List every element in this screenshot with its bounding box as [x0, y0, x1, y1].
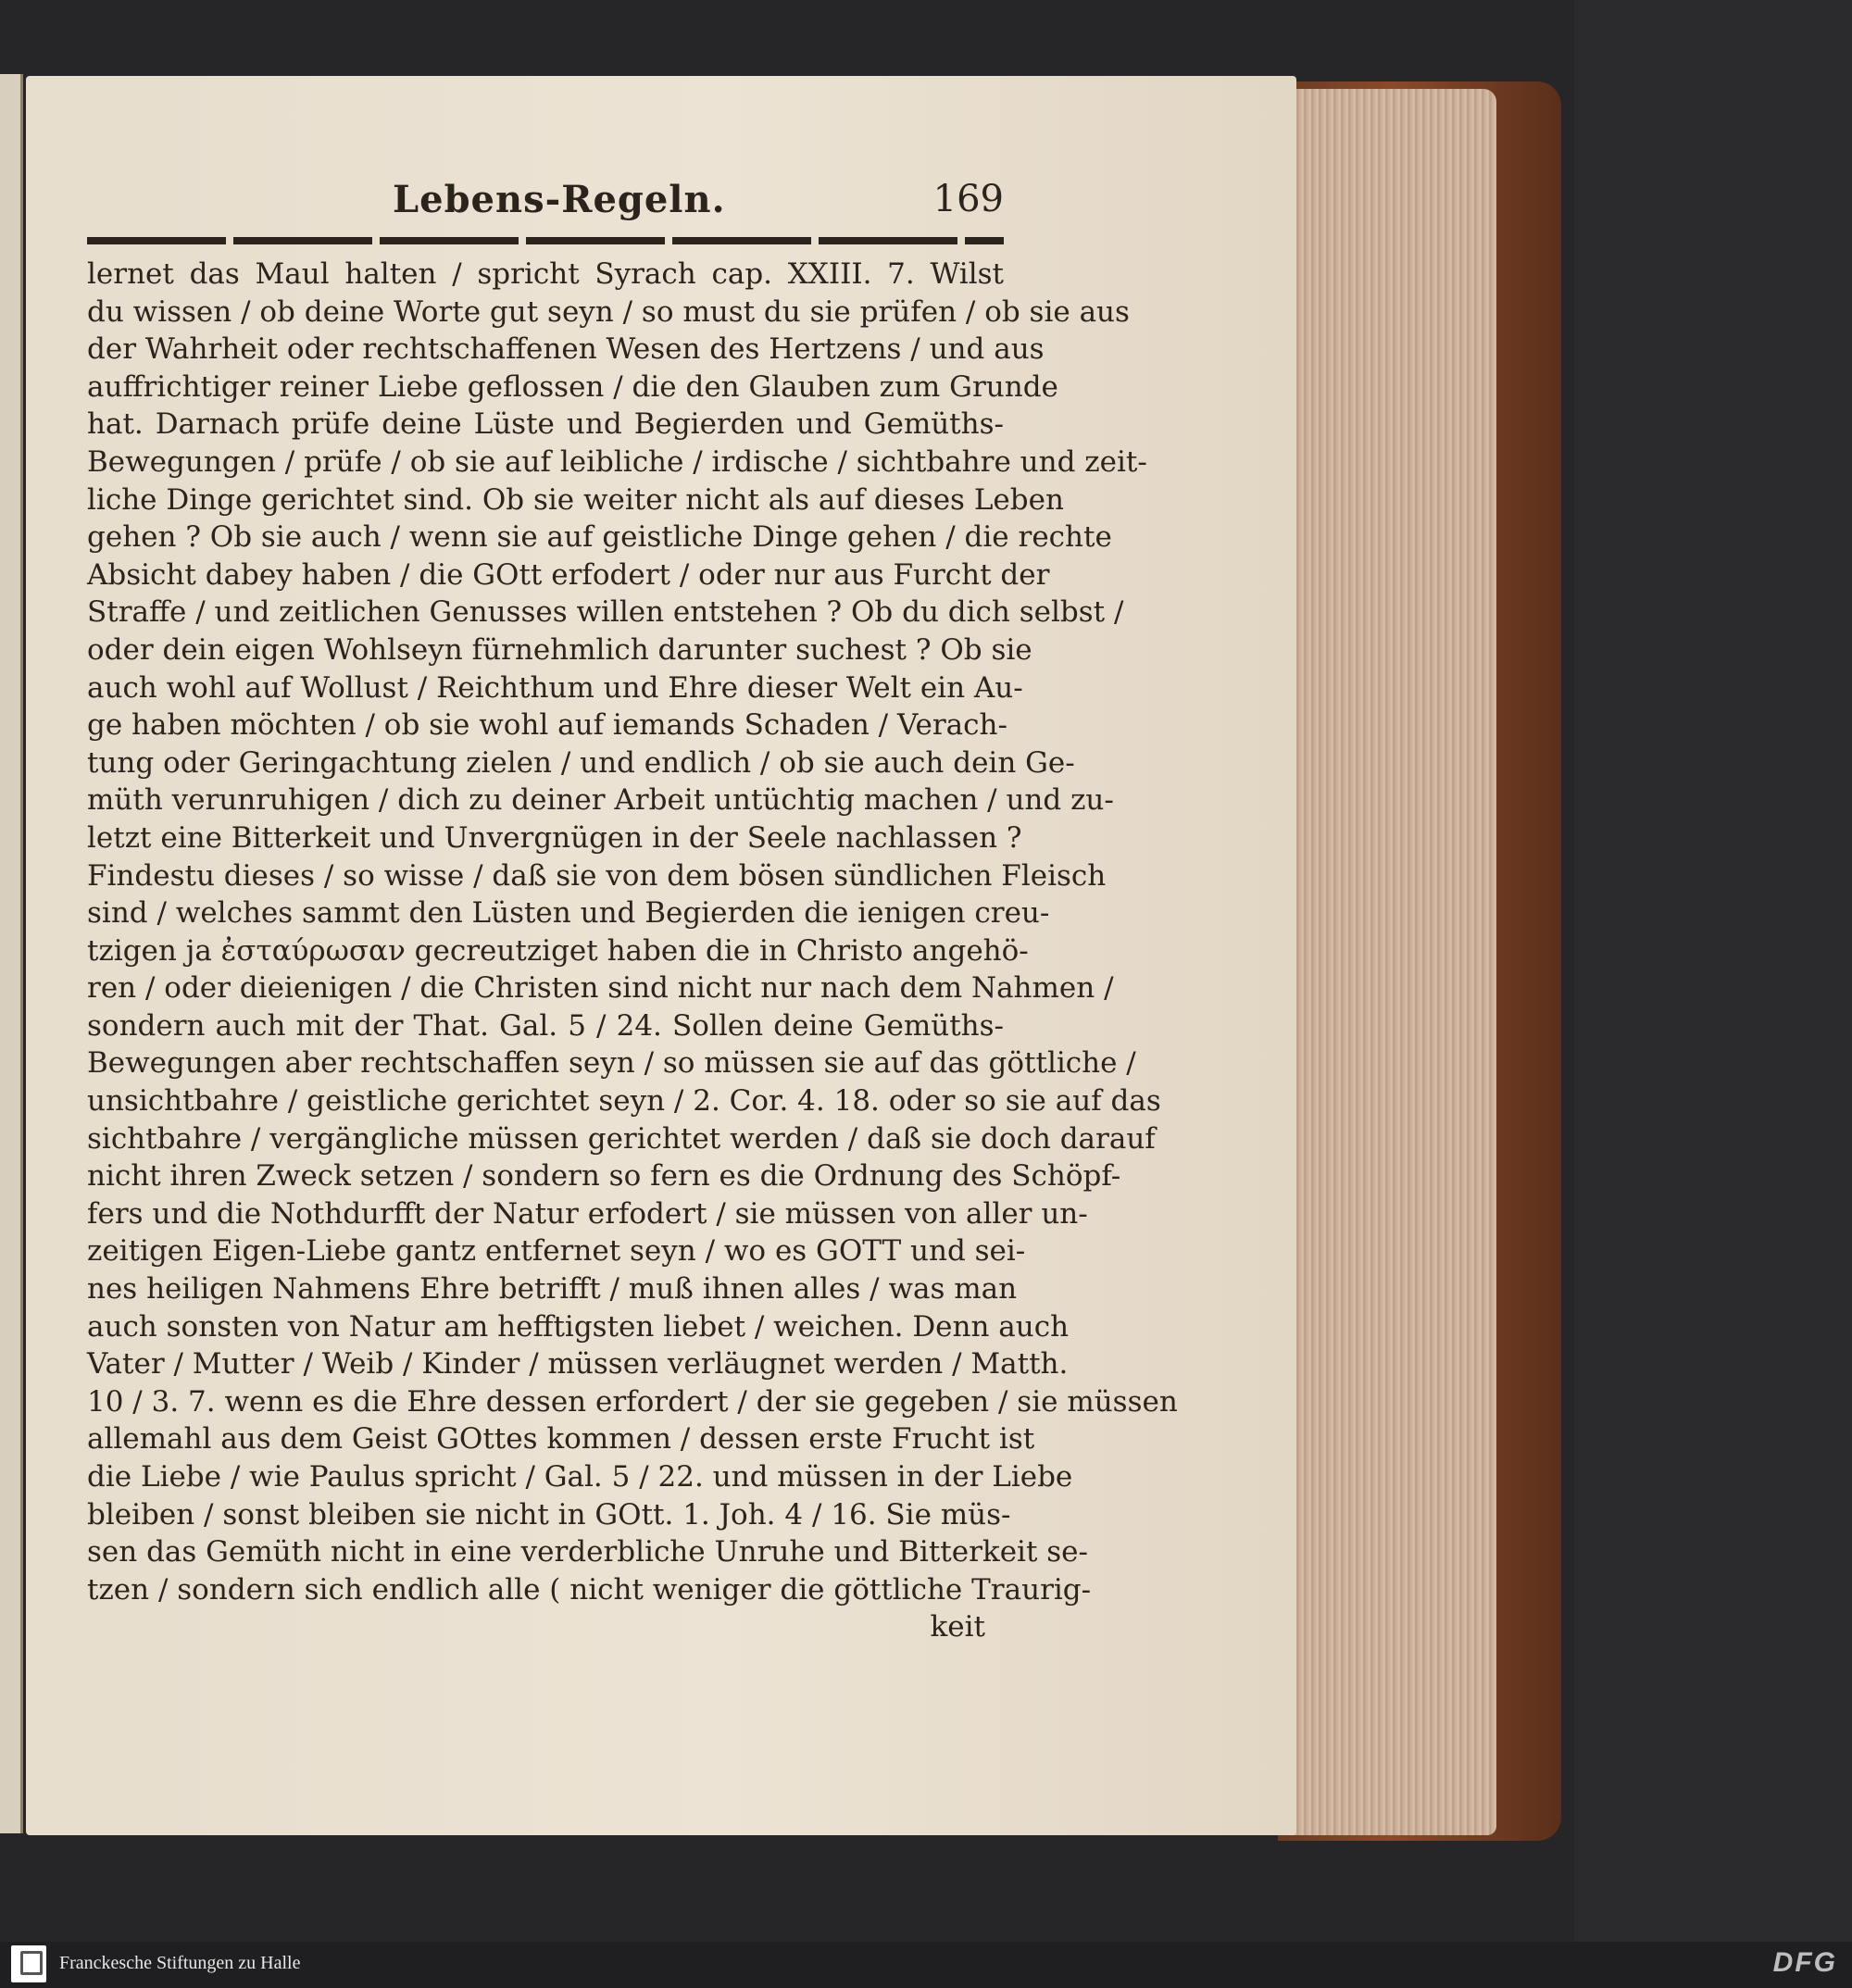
running-head	[87, 178, 1004, 237]
text-line: auffrichtiger reiner Liebe geflossen / die den Glauben zum Grunde	[87, 369, 1058, 404]
text-line: liche Dinge gerichtet sind. Ob sie weiter nicht als auf dieses Leben	[87, 482, 1064, 517]
text-line: tzen / sondern sich endlich alle ( nicht weniger die göttliche Traurig-	[87, 1572, 1092, 1607]
text-line: 10 / 3. 7. wenn es die Ehre dessen erfordert / der sie gegeben / sie müssen	[87, 1384, 1178, 1419]
header-rule	[87, 237, 1004, 244]
text-line: ge haben möchten / ob sie wohl auf iemands Schaden / Verach-	[87, 708, 1007, 743]
text-line: fers und die Nothdurfft der Natur erfodert / sie müssen von aller un-	[87, 1196, 1088, 1231]
text-line: Findestu dieses / so wisse / daß sie von dem bösen sündlichen Fleisch	[87, 858, 1107, 893]
text-line: sichtbahre / vergängliche müssen gerichtet werden / daß sie doch darauf	[87, 1121, 1156, 1156]
text-line: unsichtbahre / geistliche gerichtet seyn / 2. Cor. 4. 18. oder so sie auf das	[87, 1084, 1161, 1119]
text-line: Absicht dabey haben / die GOtt erfodert / oder nur aus Furcht der	[87, 557, 1050, 592]
text-line: tzigen ja ἐσταύρωσαν gecreutziget haben die in Christo angehö-	[87, 933, 1029, 968]
book-page	[26, 76, 1296, 1835]
running-title: Lebens-Regeln.	[393, 178, 726, 221]
text-line: sind / welches sammt den Lüsten und Begierden die ienigen creu-	[87, 896, 1050, 931]
text-line: auch wohl auf Wollust / Reichthum und Ehre dieser Welt ein Au-	[87, 670, 1023, 705]
text-line: du wissen / ob deine Worte gut seyn / so must du sie prüfen / ob sie aus	[87, 294, 1130, 329]
text-line: nicht ihren Zweck setzen / sondern so fern es die Ordnung des Schöpf-	[87, 1159, 1121, 1194]
text-line: letzt eine Bitterkeit und Unvergnügen in der Seele nachlassen ?	[87, 820, 1022, 855]
dfg-logo[interactable]: DFG	[1772, 1947, 1837, 1978]
text-line: allemahl aus dem Geist GOttes kommen / dessen erste Frucht ist	[87, 1422, 1035, 1457]
text-line: sondern auch mit der That. Gal. 5 / 24. Sollen deine Gemüths-	[87, 1008, 1004, 1043]
scanner-background	[1574, 0, 1852, 1942]
text-line: hat. Darnach prüfe deine Lüste und Begierden und Gemüths-	[87, 407, 1004, 442]
text-line: bleiben / sonst bleiben sie nicht in GOtt. 1. Joh. 4 / 16. Sie müs-	[87, 1497, 1011, 1532]
previous-page-edge	[0, 74, 23, 1833]
text-line: Straffe / und zeitlichen Genusses willen entstehen ? Ob du dich selbst /	[87, 595, 1124, 630]
text-line: der Wahrheit oder rechtschaffenen Wesen des Hertzens / und aus	[87, 332, 1045, 367]
franckesche-stiftungen-logo-icon[interactable]	[11, 1945, 46, 1982]
text-line: Bewegungen / prüfe / ob sie auf leibliche / irdische / sichtbahre und zeit-	[87, 444, 1147, 479]
text-line: müth verunruhigen / dich zu deiner Arbeit untüchtig machen / und zu-	[87, 783, 1114, 818]
viewer-footer	[0, 1942, 1852, 1988]
page-text-block	[87, 178, 1178, 1645]
text-line: die Liebe / wie Paulus spricht / Gal. 5 / 22. und müssen in der Liebe	[87, 1460, 1073, 1494]
catchword: keit	[930, 1610, 985, 1644]
page-fore-edge	[1278, 89, 1496, 1835]
text-line: Bewegungen aber rechtschaffen seyn / so müssen sie auf das göttliche /	[87, 1046, 1136, 1081]
text-line: gehen ? Ob sie auch / wenn sie auf geistliche Dinge gehen / die rechte	[87, 520, 1112, 555]
text-line: Vater / Mutter / Weib / Kinder / müssen verläugnet werden / Matth.	[87, 1347, 1069, 1382]
text-line: auch sonsten von Natur am hefftigsten liebet / weichen. Denn auch	[87, 1309, 1070, 1344]
page-number: 169	[932, 178, 1004, 220]
text-line: nes heiligen Nahmens Ehre betrifft / muß ihnen alles / was man	[87, 1272, 1018, 1307]
body-text	[87, 256, 1178, 1608]
text-line: oder dein eigen Wohlseyn fürnehmlich darunter suchest ? Ob sie	[87, 632, 1032, 667]
text-line: zeitigen Eigen-Liebe gantz entfernet seyn / wo es GOTT und sei-	[87, 1234, 1026, 1269]
text-line: sen das Gemüth nicht in eine verderbliche Unruhe und Bitterkeit se-	[87, 1535, 1089, 1569]
text-line: ren / oder dieienigen / die Christen sind nicht nur nach dem Nahmen /	[87, 971, 1114, 1006]
institution-link[interactable]: Franckesche Stiftungen zu Halle	[59, 1953, 301, 1973]
text-line: tung oder Geringachtung zielen / und endlich / ob sie auch dein Ge-	[87, 745, 1075, 780]
text-line: lernet das Maul halten / spricht Syrach cap. XXIII. 7. Wilst	[87, 257, 1004, 291]
